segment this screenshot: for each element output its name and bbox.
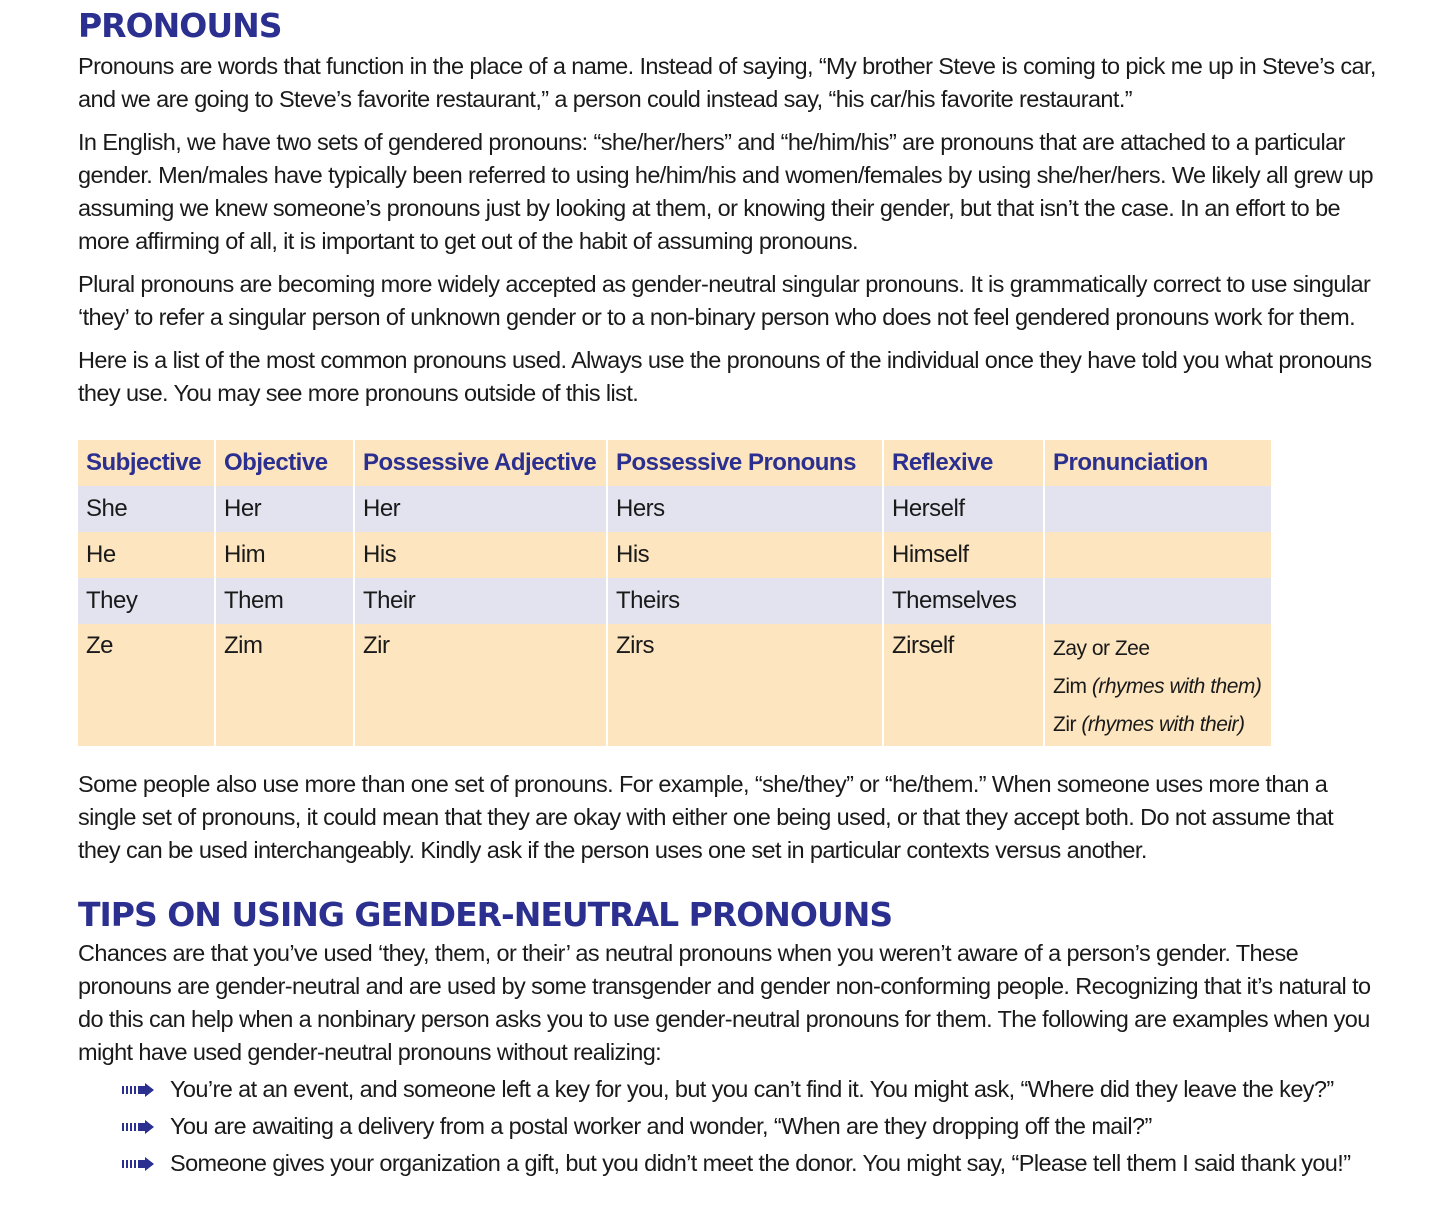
paragraph-plural: Plural pronouns are becoming more widely accepted as gender-neutral singular pronouns. It is grammatically correct to use singular ‘they’ to refer a singular person of unknown gender or to a non-binary person who does not feel gendered pronouns work for them. [78, 271, 1371, 330]
table-cell: Zirself [884, 624, 1043, 746]
table-cell: Zim [216, 624, 353, 746]
pronunciation-note: (rhymes with their) [1081, 713, 1245, 736]
table-cell [1045, 532, 1271, 578]
table-cell: Her [216, 486, 353, 532]
table-cell: His [608, 532, 882, 578]
header-reflexive: Reflexive [884, 440, 1043, 486]
arrow-bullet-icon [122, 1083, 156, 1097]
table-cell: Himself [884, 532, 1043, 578]
table-cell: She [78, 486, 214, 532]
header-objective: Objective [216, 440, 353, 486]
paragraph-multiple-sets: Some people also use more than one set of pronouns. For example, “she/they” or “he/them.” When someone uses more than a single set of pronouns, it could mean that they are okay with either one being used, or that they accept both. Do not assume that they can be used interchangeably. Kindly ask if the person uses one set in particular contexts versus another. [78, 771, 1334, 863]
paragraph-gendered: In English, we have two sets of gendered pronouns: “she/her/hers” and “he/him/his” are pronouns that are attached to a particular gender. Men/males have typically been referred to using he/him/his and women/females by using she/her/hers. We likely all grew up assuming we knew someone’s pronouns just by looking at them, or knowing their gender, but that isn’t the case. In an effort to be more affirming of all, it is important to get out of the habit of assuming pronouns. [78, 129, 1374, 254]
pronunciation-word: Zim [1053, 675, 1087, 698]
header-possessive-adjective: Possessive Adjective [355, 440, 606, 486]
table-cell: Zirs [608, 624, 882, 746]
table-cell [1045, 578, 1271, 624]
table-cell: Zir [355, 624, 606, 746]
list-item [122, 1145, 1378, 1182]
pronunciation-line: Zay or Zee [1053, 637, 1150, 660]
table-cell: Herself [884, 486, 1043, 532]
table-header-row [78, 440, 1271, 486]
header-pronunciation: Pronunciation [1045, 440, 1271, 486]
pronunciation-note: (rhymes with them) [1091, 675, 1262, 698]
table-cell: He [78, 532, 214, 578]
table-cell: Them [216, 578, 353, 624]
table-row [78, 532, 1271, 578]
pronunciation-line [1053, 666, 1263, 708]
table-cell: His [355, 532, 606, 578]
bullet-text: You’re at an event, and someone left a key for you, but you can’t find it. You might ask, “Where did they leave the key?” [170, 1076, 1334, 1102]
bullet-text: Someone gives your organization a gift, but you didn’t meet the donor. You might say, “Please tell them I said thank you!” [170, 1150, 1351, 1176]
pronoun-table [76, 440, 1273, 746]
arrow-bullet-icon [122, 1157, 156, 1171]
paragraph-list-intro: Here is a list of the most common pronouns used. Always use the pronouns of the individual once they have told you what pronouns they use. You may see more pronouns outside of this list. [78, 347, 1372, 406]
pronunciation-cell-ze [1045, 624, 1271, 746]
table-cell: They [78, 578, 214, 624]
table-cell: Their [355, 578, 606, 624]
table-row [78, 486, 1271, 532]
table-row [78, 578, 1271, 624]
pronunciation-word: Zir [1053, 713, 1076, 736]
section-title-tips: TIPS ON USING GENDER-NEUTRAL PRONOUNS [78, 895, 893, 934]
table-cell: Him [216, 532, 353, 578]
list-item [122, 1108, 1378, 1145]
table-cell: Theirs [608, 578, 882, 624]
table-cell: Her [355, 486, 606, 532]
bullet-text: You are awaiting a delivery from a postal worker and wonder, “When are they dropping off the mail?” [170, 1113, 1152, 1139]
header-possessive-pronouns: Possessive Pronouns [608, 440, 882, 486]
pronunciation-line [1053, 704, 1263, 746]
section-title-pronouns: PRONOUNS [78, 6, 282, 45]
list-item [122, 1071, 1378, 1108]
tips-bullet-list [78, 1071, 1378, 1182]
table-cell: Themselves [884, 578, 1043, 624]
paragraph-intro: Pronouns are words that function in the place of a name. Instead of saying, “My brother Steve is coming to pick me up in Steve’s car, and we are going to Steve’s favorite restaurant,” a person could instead say, “his car/his favorite restaurant.” [78, 53, 1376, 112]
table-cell: Ze [78, 624, 214, 746]
paragraph-tips: Chances are that you’ve used ‘they, them, or their’ as neutral pronouns when you weren’t aware of a person’s gender. These pronouns are gender-neutral and are used by some transgender and gender non-conforming people. Recognizing that it’s natural to do this can help when a nonbinary person asks you to use gender-neutral pronouns for them. The following are examples when you might have used gender-neutral pronouns without realizing: [78, 940, 1371, 1065]
table-cell [1045, 486, 1271, 532]
table-row [78, 624, 1271, 746]
arrow-bullet-icon [122, 1120, 156, 1134]
table-cell: Hers [608, 486, 882, 532]
header-subjective: Subjective [78, 440, 214, 486]
